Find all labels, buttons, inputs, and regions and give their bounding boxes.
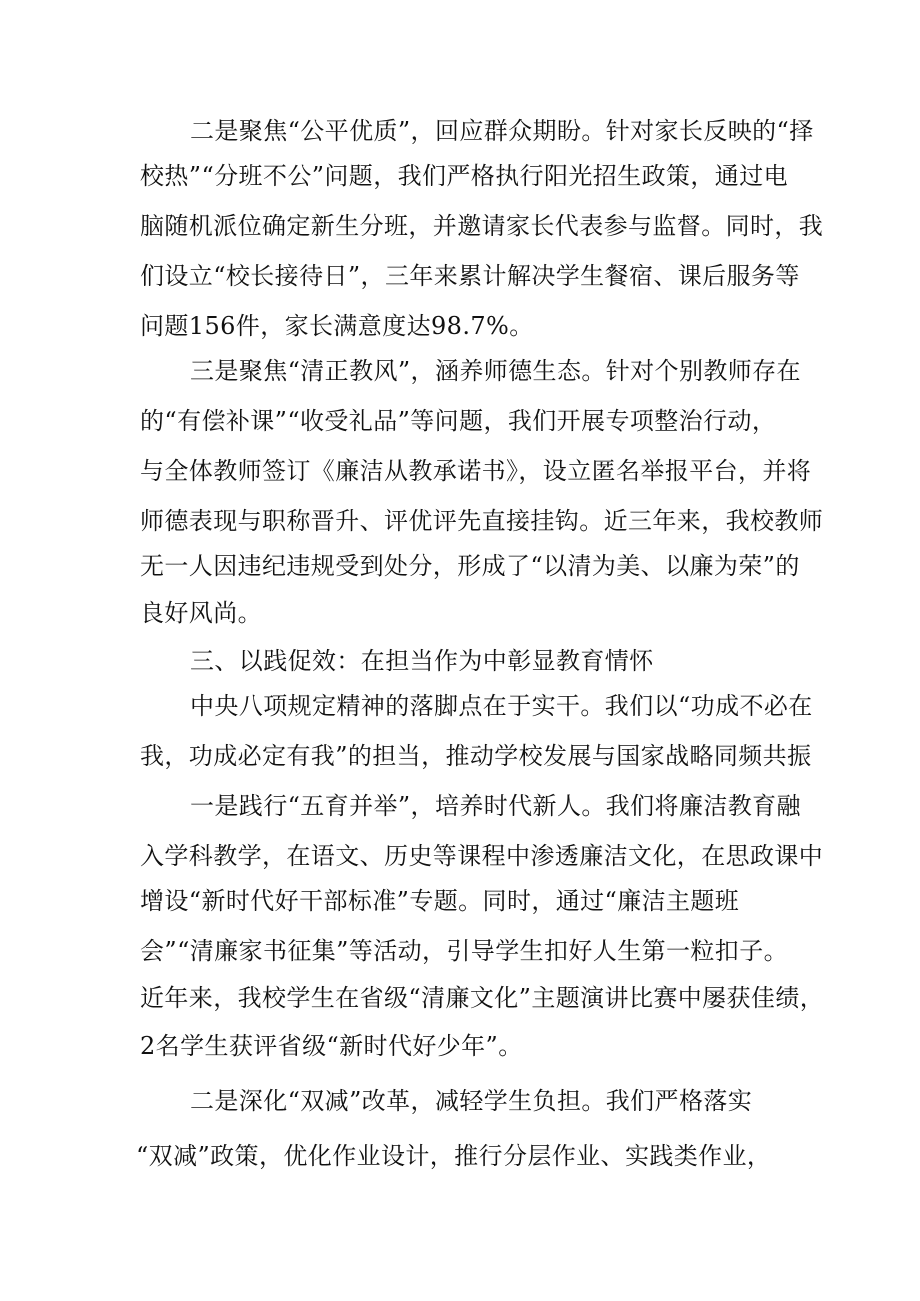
text-line: 中央八项规定精神的落脚点在于实干。我们以“功成不必在 bbox=[190, 692, 813, 720]
text-line: 问题156件，家长满意度达98.7%。 bbox=[140, 312, 534, 340]
text-line: 校热”“分班不公”问题，我们严格执行阳光招生政策，通过电 bbox=[140, 162, 789, 190]
text-line: 近年来，我校学生在省级“清廉文化”主题演讲比赛中屡获佳绩， bbox=[140, 984, 825, 1012]
section-heading: 三、以践促效：在担当作为中彰显教育情怀 bbox=[190, 647, 654, 675]
text-line: 的“有偿补课”“收受礼品”等问题，我们开展专项整治行动， bbox=[140, 407, 777, 435]
text-line: 三是聚焦“清正教风”，涵养师德生态。针对个别教师存在 bbox=[190, 357, 801, 385]
text-line: “双减”政策，优化作业设计，推行分层作业、实践类作业， bbox=[136, 1142, 772, 1170]
text-line: 脑随机派位确定新生分班，并邀请家长代表参与监督。同时，我 bbox=[140, 212, 824, 240]
text-line: 良好风尚。 bbox=[140, 599, 262, 627]
text-line: 一是践行“五育并举”，培养时代新人。我们将廉洁教育融 bbox=[190, 792, 801, 820]
text-line: 2名学生获评省级“新时代好少年”。 bbox=[140, 1032, 523, 1060]
text-line: 增设“新时代好干部标准”专题。同时，通过“廉洁主题班 bbox=[140, 887, 740, 915]
text-line: 我，功成必定有我”的担当，推动学校发展与国家战略同频共振 bbox=[140, 742, 812, 770]
text-line: 会”“清廉家书征集”等活动，引导学生扣好人生第一粒扣子。 bbox=[140, 937, 789, 965]
text-line: 无一人因违纪违规受到处分，形成了“以清为美、以廉为荣”的 bbox=[140, 552, 800, 580]
text-line: 入学科教学，在语文、历史等课程中渗透廉洁文化，在思政课中 bbox=[140, 842, 824, 870]
text-line: 二是聚焦“公平优质”，回应群众期盼。针对家长反映的“择 bbox=[190, 117, 814, 145]
text-line: 二是深化“双减”改革，减轻学生负担。我们严格落实 bbox=[190, 1087, 753, 1115]
text-line: 师德表现与职称晋升、评优评先直接挂钩。近三年来，我校教师 bbox=[140, 507, 824, 535]
text-line: 们设立“校长接待日”，三年来累计解决学生餐宿、课后服务等 bbox=[140, 262, 800, 290]
text-line: 与全体教师签订《廉洁从教承诺书》，设立匿名举报平台，并将 bbox=[140, 457, 812, 485]
